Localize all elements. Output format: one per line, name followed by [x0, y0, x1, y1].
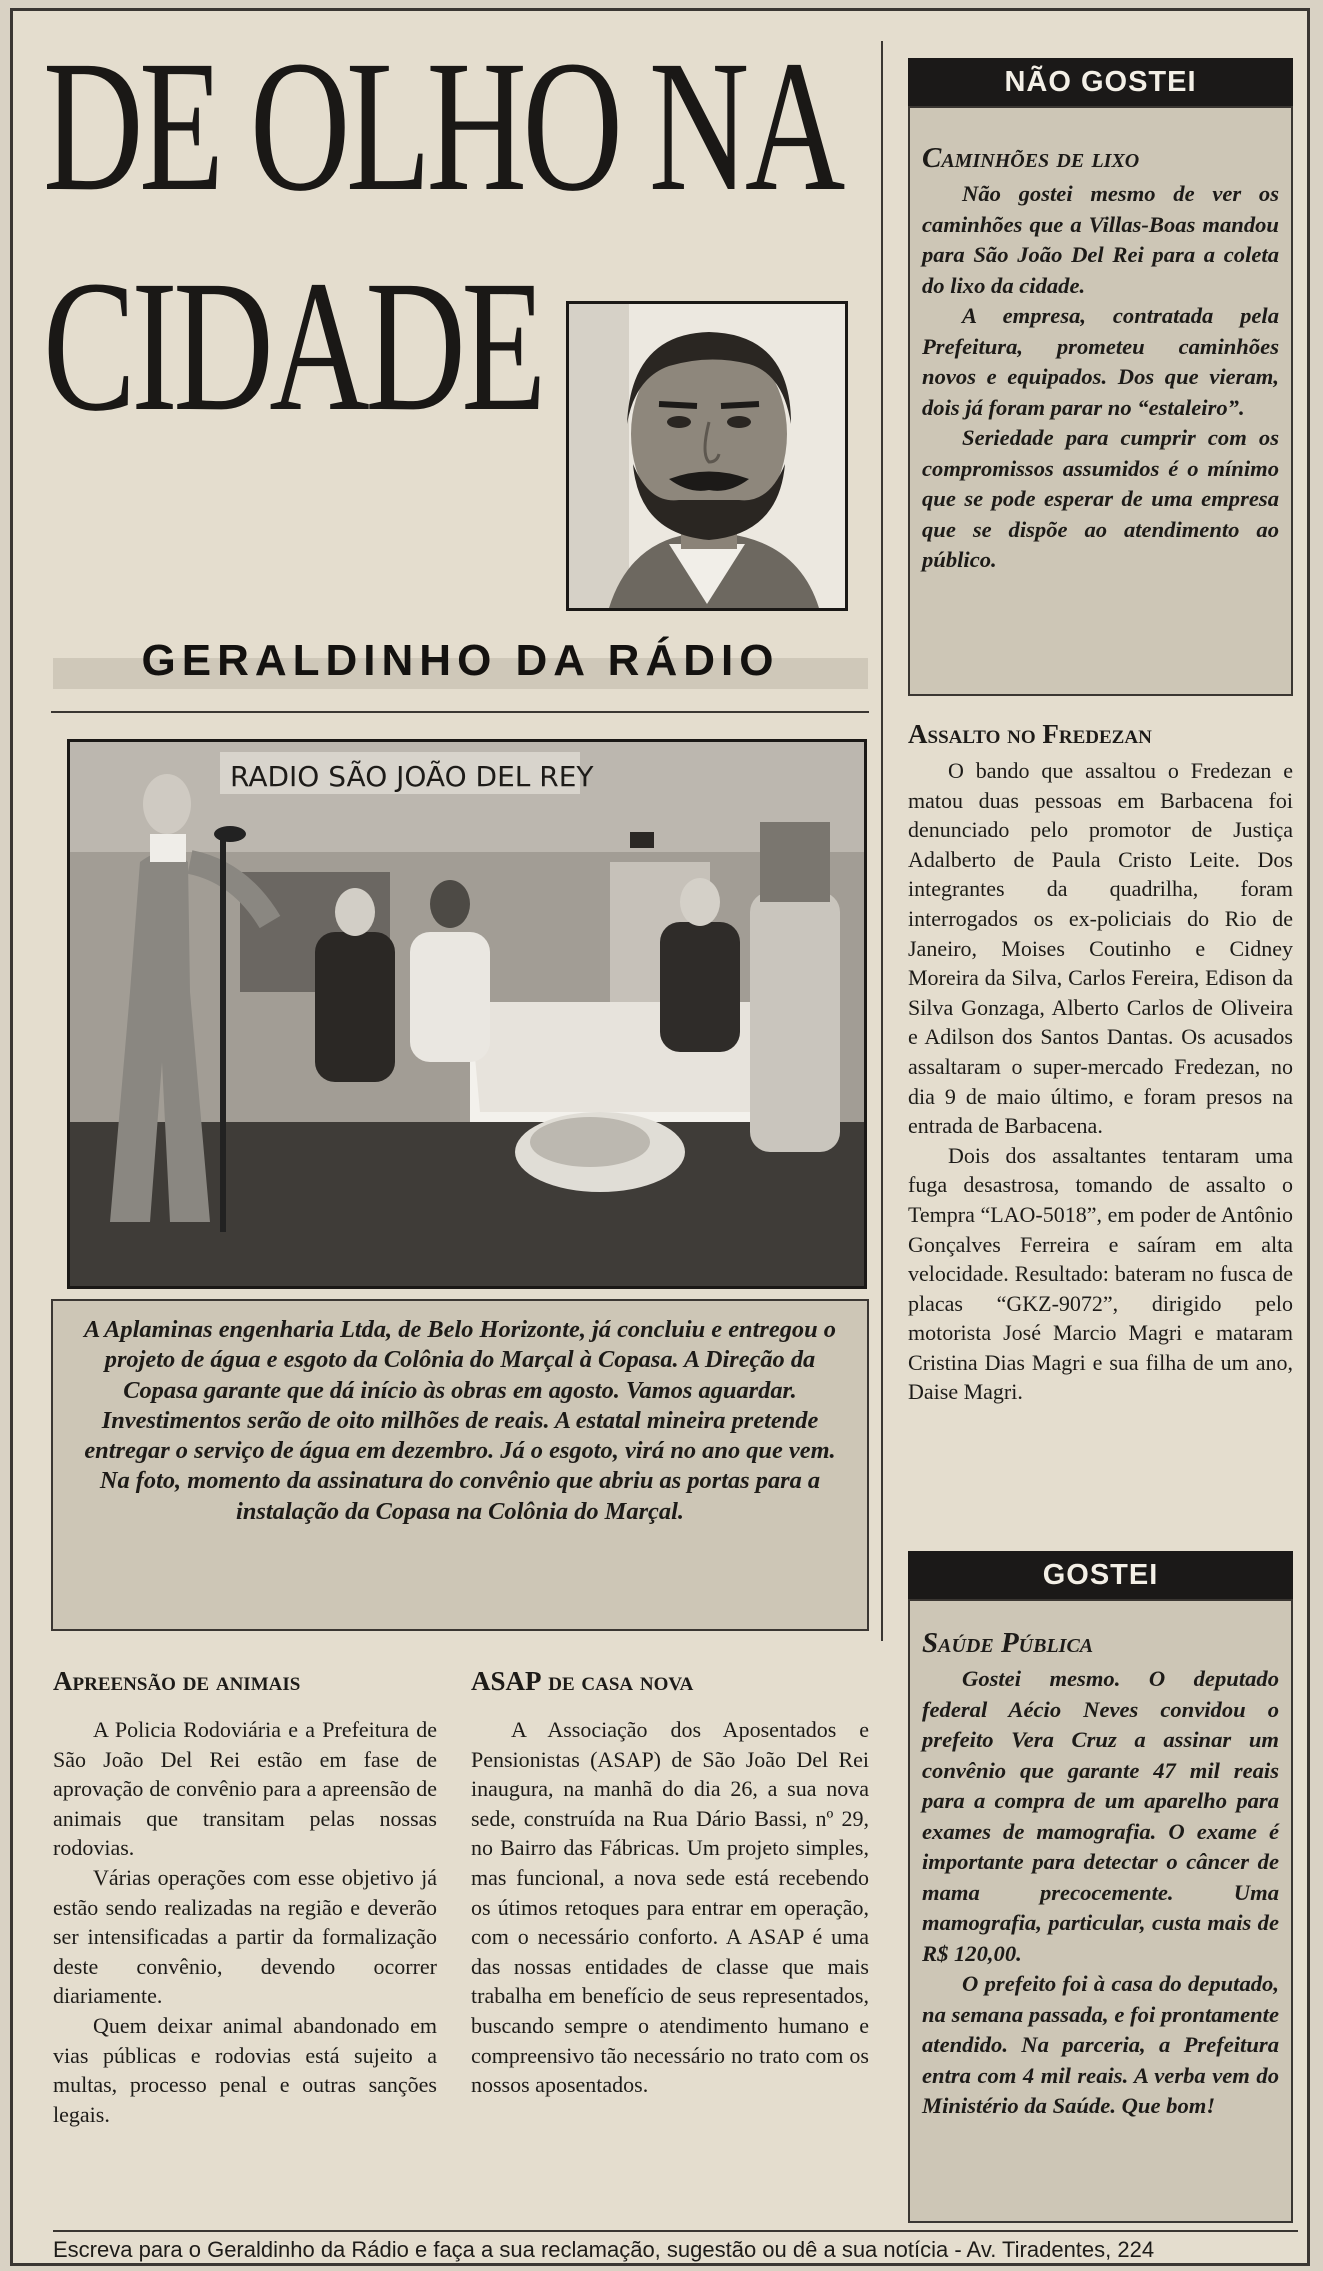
assalto-article	[908, 719, 1293, 1407]
apreensao-title: Apreensão de animais	[53, 1666, 301, 1696]
newspaper-page	[10, 8, 1310, 2266]
paragraph: A Policia Rodoviária e a Prefeitura de São João Del Rei estão em fase de aprovação de convênio para a apreensão de animais que transitam pelas nossas rodovias.	[53, 1717, 437, 1861]
event-photo-image	[70, 742, 864, 1286]
paragraph: A empresa, contratada pela Prefeitura, prometeu caminhões novos e equipados. Dos que vieram, dois já foram parar no “estaleiro”.	[922, 303, 1279, 420]
paragraph: Não gostei mesmo de ver os caminhões que a Villas-Boas mandou para São João Del Rei para a coleta do lixo da cidade.	[922, 181, 1279, 298]
apreensao-body	[53, 1715, 437, 2129]
asap-body	[471, 1715, 869, 2100]
nao-gostei-body	[922, 179, 1279, 576]
column-divider	[881, 41, 883, 1641]
assalto-body	[908, 756, 1293, 1407]
asap-title-rest: de casa nova	[541, 1666, 694, 1696]
columnist-byline: GERALDINHO DA RÁDIO	[53, 633, 868, 689]
paragraph: Várias operações com esse objetivo já estão sendo realizadas na região e deverão ser intensificadas a partir da formalização deste convênio, devendo ocorrer diariamente.	[53, 1864, 437, 2009]
nao-gostei-box	[908, 106, 1293, 696]
nao-gostei-title: Caminhões de lixo	[922, 142, 1140, 174]
paragraph: Quem deixar animal abandonado em vias públicas e rodovias está sujeito a multas, processo penal e outras sanções legais.	[53, 2012, 437, 2127]
headline-line-2: CIDADE	[43, 241, 542, 450]
nao-gostei-label: NÃO GOSTEI	[908, 58, 1293, 106]
gostei-box	[908, 1599, 1293, 2223]
paragraph: Gostei mesmo. O deputado federal Aécio Neves convidou o prefeito Vera Cruz a assinar um convênio que garante 47 mil reais para a compra de um aparelho para exames de mamografia. O exame é importante para detectar o câncer de mama precocemente. Uma mamografia, particular, custa mais de R$ 120,00.	[922, 1666, 1279, 1966]
top-rule	[51, 711, 869, 713]
gostei-label: GOSTEI	[908, 1551, 1293, 1599]
event-photo	[67, 739, 867, 1289]
photo-caption-box	[51, 1299, 869, 1631]
columnist-portrait	[566, 301, 848, 611]
asap-title	[471, 1666, 869, 1697]
headline-line-1: DE OLHO NA	[43, 21, 841, 230]
footer-contact-line: Escreva para o Geraldinho da Rádio e faça a sua reclamação, sugestão ou dê a sua notícia - Av. Tiradentes, 224	[53, 2230, 1298, 2268]
paragraph: Dois dos assaltantes tentaram uma fuga desastrosa, tomando de assalto o Tempra “LAO-5018”, em poder de Antônio Gonçalves Ferreira e saíram em alta velocidade. Resultado: bateram no fusca de placas “GKZ-9072”, dirigido pelo motorista José Marcio Magri e mataram Cristina Dias Magri e sua filha de um ano, Daise Magri.	[908, 1142, 1293, 1405]
apreensao-article	[53, 1666, 437, 2129]
paragraph: Seriedade para cumprir com os compromissos assumidos é o mínimo que se pode esperar de uma empresa que se dispõe ao atendimento ao público.	[922, 425, 1279, 572]
photo-banner-text: RADIO SÃO JOÃO DEL REY	[230, 760, 594, 793]
paragraph: O prefeito foi à casa do deputado, na semana passada, e foi prontamente atendido. Na parceria, a Prefeitura entra com 4 mil reais. A verba vem do Ministério da Saúde. Que bom!	[922, 1971, 1279, 2118]
photo-caption: A Aplaminas engenharia Ltda, de Belo Horizonte, já concluiu e entregou o projeto de água e esgoto da Colônia do Marçal à Copasa. A Direção da Copasa garante que dá início às obras em agosto. Vamos aguardar. Investimentos serão de oito milhões de reais. A estatal mineira pretende entregar o serviço de água em dezembro. Já o esgoto, virá no ano que vem. Na foto, momento da assinatura do convênio que abriu as portas para a instalação da Copasa na Colônia do Marçal.	[84, 1316, 836, 1525]
asap-title-main: ASAP	[471, 1666, 542, 1696]
gostei-body	[922, 1664, 1279, 2122]
paragraph: A Associação dos Aposentados e Pensionistas (ASAP) de São João Del Rei inaugura, na manhã do dia 26, a sua nova sede, construída na Rua Dário Bassi, nº 29, no Bairro das Fábricas. Um projeto simples, mas funcional, a nova sede está recebendo os útimos retoques para entrar em operação, com o necessário conforto. A ASAP é uma das nossas entidades de classe que mais trabalha em benefício de seus representados, buscando sempre o atendimento humano e compreensivo tão necessário no trato com os nossos aposentados.	[471, 1717, 869, 2098]
asap-article	[471, 1666, 869, 2100]
paragraph: O bando que assaltou o Fredezan e matou duas pessoas em Barbacena foi denunciado pelo promotor de Justiça Adalberto de Paula Cristo Leite. Dos integrantes da quadrilha, foram interrogados os ex-policiais do Rio de Janeiro, Moises Coutinho e Cidney Moreira da Silva, Carlos Fereira, Edison da Silva Gonzaga, Alberto Carlos de Oliveira e Adilson dos Santos Dantas. Os acusados assaltaram o super-mercado Fredezan, no dia 9 de maio último, e foram presos na entrada de Barbacena.	[908, 758, 1293, 1139]
assalto-title: Assalto no Fredezan	[908, 719, 1152, 749]
gostei-title: Saúde Pública	[922, 1627, 1094, 1659]
column-headline	[43, 21, 841, 450]
